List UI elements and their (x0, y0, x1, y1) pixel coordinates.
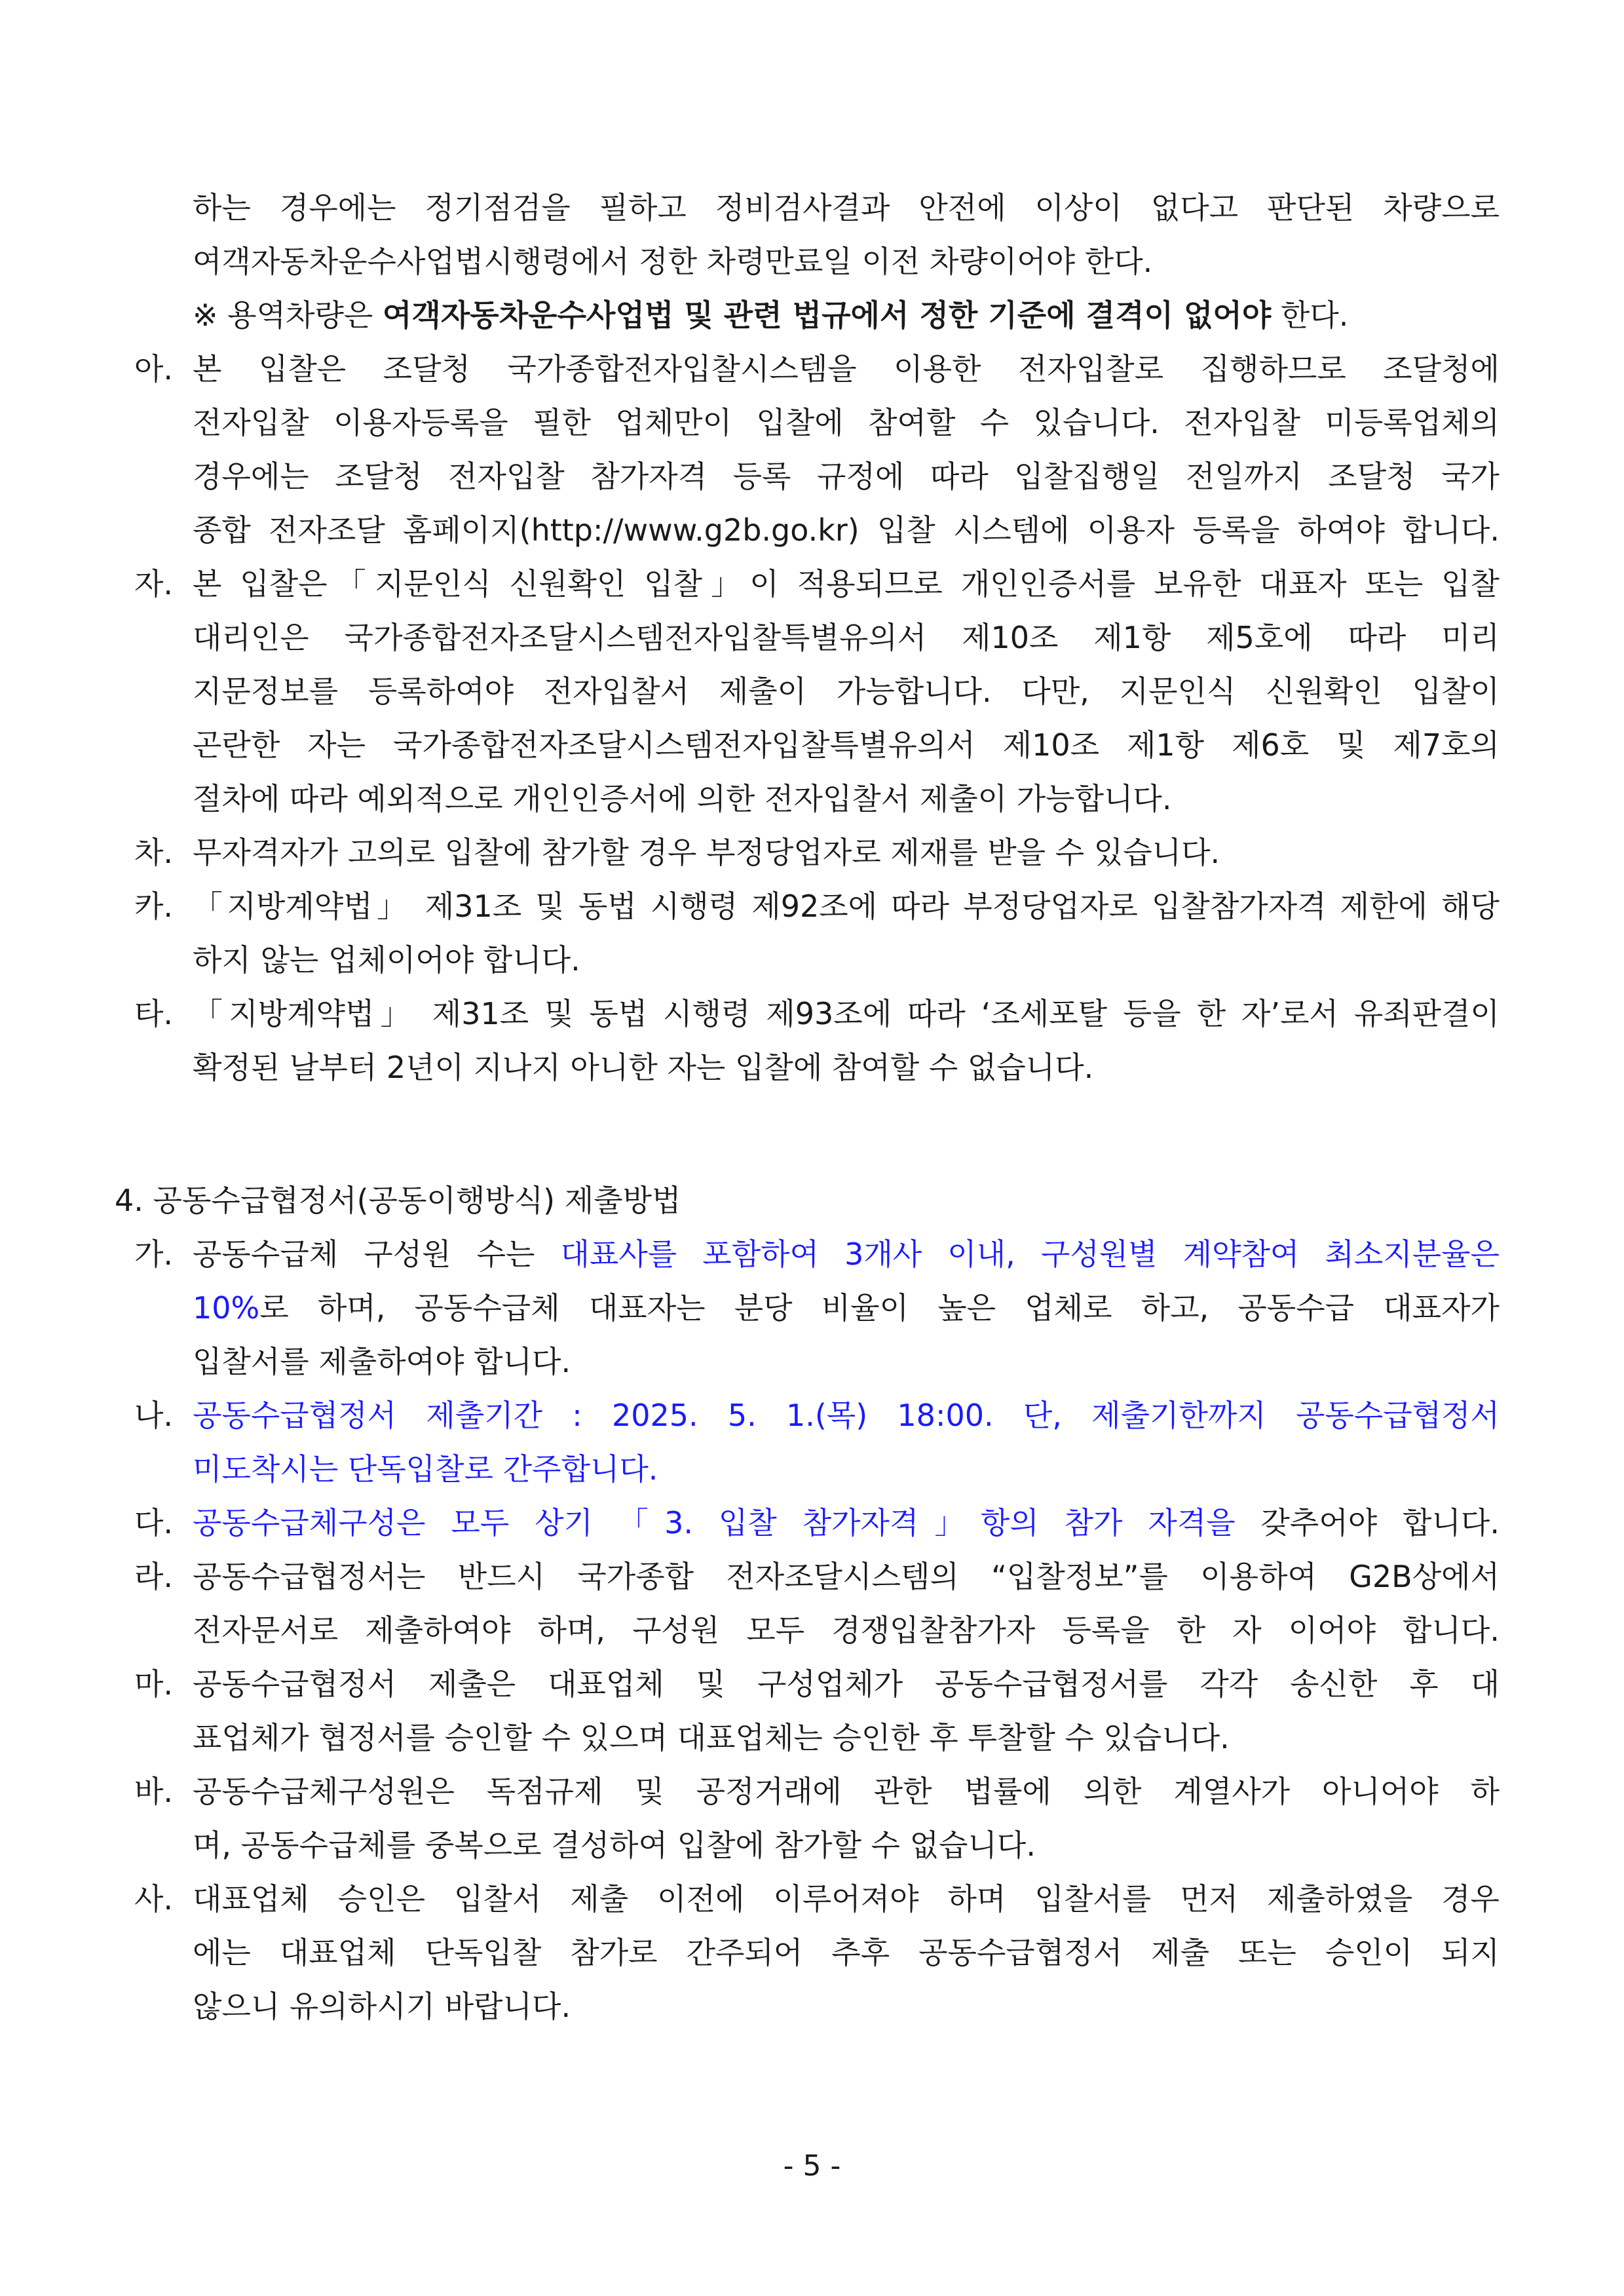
text-line (0, 1041, 1624, 1094)
item-text: 공동수급협정서 제출은 대표업체 및 구성업체가 공동수급협정서를 각각 송신한 후 대 (193, 1666, 1500, 1702)
text-line (0, 1442, 1624, 1496)
list-item-a (0, 342, 1624, 396)
list-item-ka (0, 879, 1624, 933)
item-text: 공동수급협정서는 반드시 국가종합 전자조달시스템의 “입찰정보”를 이용하여 G2B상에서 (193, 1559, 1500, 1594)
item-label: 나. (134, 1398, 174, 1433)
note-line (0, 288, 1624, 342)
paragraph-text: 여객자동차운수사업법시행령에서 정한 차령만료일 이전 차량이어야 한다. (193, 244, 1153, 279)
list-item-ga (0, 1227, 1624, 1281)
section-heading: 4. 공동수급협정서(공동이행방식) 제출방법 (115, 1183, 681, 1218)
item-label: 다. (134, 1505, 174, 1540)
text-line (0, 396, 1624, 450)
item-text: 본 입찰은 조달청 국가종합전자입찰시스템을 이용한 전자입찰로 집행하므로 조달청에 (193, 351, 1500, 387)
text-run: 갖추어야 합니다. (1235, 1505, 1500, 1540)
item-text: 절차에 따라 예외적으로 개인인증서에 의한 전자입찰서 제출이 가능합니다. (193, 781, 1172, 816)
item-text: 「지방계약법」 제31조 및 동법 시행령 제93조에 따라 ‘조세포탈 등을 한 자’로서 유죄판결이 (193, 996, 1500, 1031)
note-suffix: 한다. (1271, 297, 1349, 333)
text-line (0, 450, 1624, 503)
highlight-text: 공동수급협정서 제출기간 : 2025. 5. 1.(목) 18:00. 단, 제출기한까지 공동수급협정서 (193, 1398, 1500, 1433)
item-text: 표업체가 협정서를 승인할 수 있으며 대표업체는 승인한 후 투찰할 수 있습니다. (193, 1720, 1230, 1755)
text-line (0, 1335, 1624, 1388)
item-label: 바. (134, 1774, 174, 1809)
item-text: 전자문서로 제출하여야 하며, 구성원 모두 경쟁입찰참가자 등록을 한 자 이어야 합니다. (193, 1613, 1500, 1648)
text-line (0, 1711, 1624, 1765)
text-run: 로 하며, 공동수급체 대표자는 분당 비율이 높은 업체로 하고, 공동수급 대표자가 (259, 1290, 1500, 1326)
item-label: 가. (134, 1236, 174, 1272)
item-text: 본 입찰은「지문인식 신원확인 입찰」이 적용되므로 개인인증서를 보유한 대표자 또는 입찰 (193, 566, 1500, 602)
item-label: 마. (134, 1666, 174, 1702)
text-line (0, 611, 1624, 664)
item-label: 카. (134, 889, 174, 924)
item-text: 대리인은 국가종합전자조달시스템전자입찰특별유의서 제10조 제1항 제5호에 따라 미리 (193, 620, 1500, 655)
item-text: 하지 않는 업체이어야 합니다. (193, 942, 580, 978)
note-text (193, 288, 1500, 342)
text-line (0, 772, 1624, 826)
page-number: - 5 - (783, 2149, 841, 2183)
item-text: 않으니 유의하시기 바랍니다. (193, 1989, 571, 2024)
highlight-text: 공동수급체구성은 모두 상기 「3. 입찰 참가자격」항의 참가 자격을 (193, 1505, 1236, 1540)
item-label: 사. (134, 1881, 174, 1917)
item-text: 전자입찰 이용자등록을 필한 업체만이 입찰에 참여할 수 있습니다. 전자입찰 미등록업체의 (193, 405, 1500, 440)
item-text: 곤란한 자는 국가종합전자조달시스템전자입찰특별유의서 제10조 제1항 제6호 및 제7호의 (193, 727, 1500, 763)
item-text: 에는 대표업체 단독입찰 참가로 간주되어 추후 공동수급협정서 제출 또는 승인이 되지 (193, 1935, 1500, 1970)
item-label: 차. (134, 835, 174, 870)
item-text: 대표업체 승인은 입찰서 제출 이전에 이루어져야 하며 입찰서를 먼저 제출하였을 경우 (193, 1881, 1500, 1917)
list-item-da (0, 1496, 1624, 1550)
item-text (193, 1281, 1500, 1335)
text-line (0, 718, 1624, 772)
text-line (0, 933, 1624, 987)
item-text: 종합 전자조달 홈페이지(http://www.g2b.go.kr) 입찰 시스템에 이용자 등록을 하여야 합니다. (193, 512, 1500, 548)
item-label: 아. (134, 351, 174, 387)
text-line (0, 1281, 1624, 1335)
list-item-ta (0, 987, 1624, 1041)
item-text: 확정된 날부터 2년이 지나지 아니한 자는 입찰에 참여할 수 없습니다. (193, 1050, 1094, 1085)
list-item-ba (0, 1765, 1624, 1818)
highlight-text: 미도착시는 단독입찰로 간주합니다. (193, 1451, 658, 1487)
text-line (0, 664, 1624, 718)
list-item-ma (0, 1657, 1624, 1711)
item-text (193, 1496, 1500, 1550)
item-text: 「지방계약법」 제31조 및 동법 시행령 제92조에 따라 부정당업자로 입찰참가자격 제한에 해당 (193, 889, 1500, 924)
list-item-na (0, 1388, 1624, 1442)
text-line (0, 503, 1624, 557)
text-line (0, 1818, 1624, 1872)
item-text (193, 1227, 1500, 1281)
text-line (0, 1926, 1624, 1980)
text-line (0, 1603, 1624, 1657)
list-item-sa (0, 1872, 1624, 1926)
text-run: 공동수급체 구성원 수는 (193, 1236, 561, 1272)
item-text: 입찰서를 제출하여야 합니다. (193, 1344, 571, 1379)
list-item-ra (0, 1550, 1624, 1603)
item-text: 경우에는 조달청 전자입찰 참가자격 등록 규정에 따라 입찰집행일 전일까지 조달청 국가 (193, 459, 1500, 494)
item-label: 타. (134, 996, 174, 1031)
item-text: 지문정보를 등록하여야 전자입찰서 제출이 가능합니다. 다만, 지문인식 신원확인 입찰이 (193, 674, 1500, 709)
text-line (0, 235, 1624, 288)
text-line (0, 181, 1624, 235)
highlight-text: 10% (193, 1290, 260, 1326)
list-item-ja (0, 557, 1624, 611)
list-item-cha (0, 826, 1624, 879)
paragraph-text: 하는 경우에는 정기점검을 필하고 정비검사결과 안전에 이상이 없다고 판단된 차량으로 (193, 190, 1500, 225)
item-text: 무자격자가 고의로 입찰에 참가할 경우 부정당업자로 제재를 받을 수 있습니다. (193, 835, 1220, 870)
text-line (0, 1980, 1624, 2033)
item-label: 자. (134, 566, 174, 602)
item-text: 공동수급체구성원은 독점규제 및 공정거래에 관한 법률에 의한 계열사가 아니어야 하 (193, 1774, 1500, 1809)
item-label: 라. (134, 1559, 174, 1594)
note-emphasis: 여객자동차운수사업법 및 관련 법규에서 정한 기준에 결격이 없어야 (382, 297, 1272, 333)
item-text: 며, 공동수급체를 중복으로 결성하여 입찰에 참가할 수 없습니다. (193, 1827, 1036, 1863)
note-prefix: ※ 용역차량은 (193, 297, 383, 333)
highlight-text: 대표사를 포함하여 3개사 이내, 구성원별 계약참여 최소지분율은 (560, 1236, 1500, 1272)
